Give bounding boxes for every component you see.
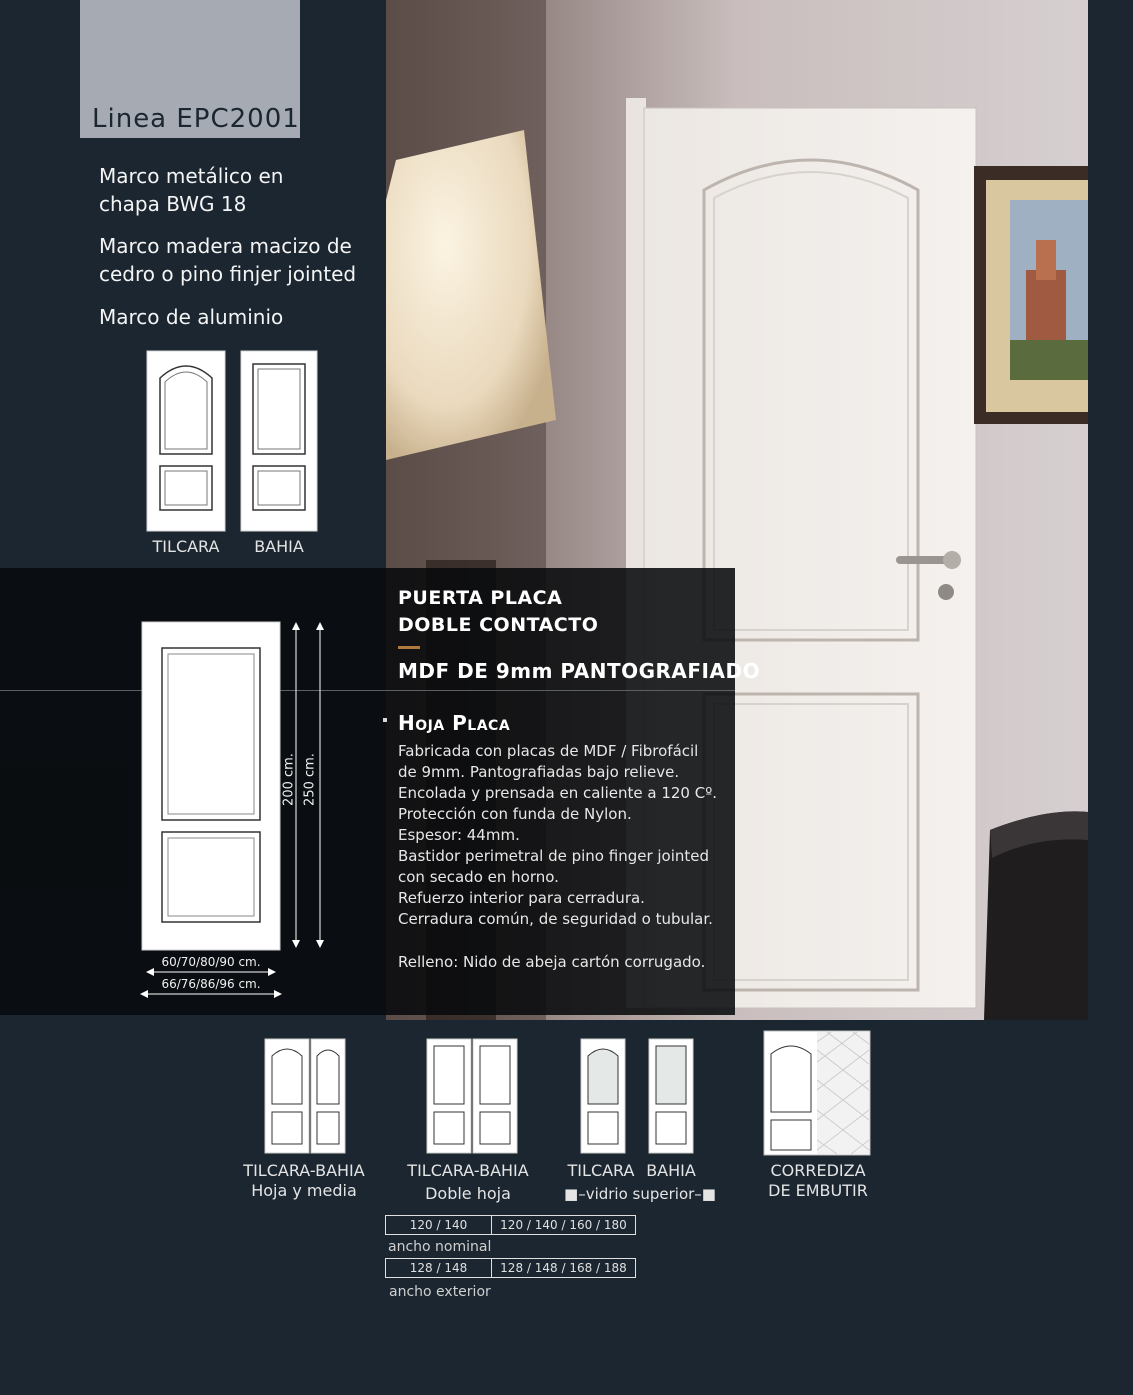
variant-doble-hoja-image <box>426 1038 518 1154</box>
width-exterior-double: 128 / 148 / 168 / 188 <box>492 1259 636 1278</box>
spec-line: Espesor: 44mm. <box>398 826 520 844</box>
tilcara-door-image <box>146 350 226 532</box>
width-nominal-label: 60/70/80/90 cm. <box>161 955 261 969</box>
variant-doble-hoja-type: Doble hoja <box>425 1184 511 1203</box>
spec-subtitle: MDF DE 9mm PANTOGRAFIADO <box>398 659 761 683</box>
section-title: Hoja Placa <box>398 711 511 735</box>
spec-line: de 9mm. Pantografiadas bajo relieve. <box>398 763 680 781</box>
height-inner-label: 200 cm. <box>281 753 297 806</box>
variant-tilcara-glass-image <box>580 1038 626 1154</box>
variant-bahia-glass-name: BAHIA <box>646 1161 696 1180</box>
spec-line: Bastidor perimetral de pino finger jointed <box>398 847 710 865</box>
spec-fill-line: Relleno: Nido de abeja cartón corrugado. <box>398 953 706 971</box>
frame-option-wood-line1: Marco madera macizo de <box>99 234 352 258</box>
width-exterior-table <box>385 1258 636 1278</box>
variant-corrediza-image <box>763 1030 871 1156</box>
width-exterior-label: 66/76/86/96 cm. <box>161 977 261 991</box>
spec-line: Encolada y prensada en caliente a 120 Cº. <box>398 784 718 802</box>
variant-hoja-y-media-name: TILCARA-BAHIA <box>243 1161 365 1180</box>
variant-doble-hoja-name: TILCARA-BAHIA <box>407 1161 529 1180</box>
spec-line: Refuerzo interior para cerradura. <box>398 889 645 907</box>
frame-option-wood-line2: cedro o pino finjer jointed <box>99 262 357 286</box>
variant-hoja-y-media-type: Hoja y media <box>251 1181 357 1200</box>
width-exterior-single: 128 / 148 <box>386 1259 492 1278</box>
spec-line: Protección con funda de Nylon. <box>398 805 632 823</box>
variant-corrediza-type: DE EMBUTIR <box>768 1181 868 1200</box>
frame-option-metal-line2: chapa BWG 18 <box>99 192 247 216</box>
variant-glass-type: ■–vidrio superior–■ <box>564 1185 716 1203</box>
page-title: Linea EPC2001 <box>92 104 300 134</box>
spec-title-line2: DOBLE CONTACTO <box>398 614 599 636</box>
width-exterior-caption: ancho exterior <box>389 1284 491 1300</box>
bullet-dot <box>383 718 387 722</box>
spec-line: Fabricada con placas de MDF / Fibrofácil <box>398 742 699 760</box>
width-nominal-double: 120 / 140 / 160 / 180 <box>492 1216 636 1235</box>
width-nominal-caption: ancho nominal <box>388 1239 492 1255</box>
accent-bar <box>398 646 420 649</box>
frame-option-aluminium: Marco de aluminio <box>99 305 284 329</box>
variant-corrediza-name: CORREDIZA <box>770 1161 866 1180</box>
spec-title-line1: PUERTA PLACA <box>398 587 563 609</box>
bahia-door-image <box>240 350 318 532</box>
variant-hoja-y-media-image <box>264 1038 346 1154</box>
band-divider <box>0 690 735 691</box>
spec-line: con secado en horno. <box>398 868 559 886</box>
width-nominal-table <box>385 1215 636 1235</box>
variant-tilcara-glass-name: TILCARA <box>567 1161 635 1180</box>
spec-line: Cerradura común, de seguridad o tubular. <box>398 910 713 928</box>
tilcara-label: TILCARA <box>152 537 220 556</box>
variant-bahia-glass-image <box>648 1038 694 1154</box>
frame-option-metal-line1: Marco metálico en <box>99 164 284 188</box>
door-dimension-drawing <box>140 620 325 1000</box>
width-nominal-single: 120 / 140 <box>386 1216 492 1235</box>
bahia-label: BAHIA <box>254 537 304 556</box>
height-outer-label: 250 cm. <box>302 753 318 806</box>
